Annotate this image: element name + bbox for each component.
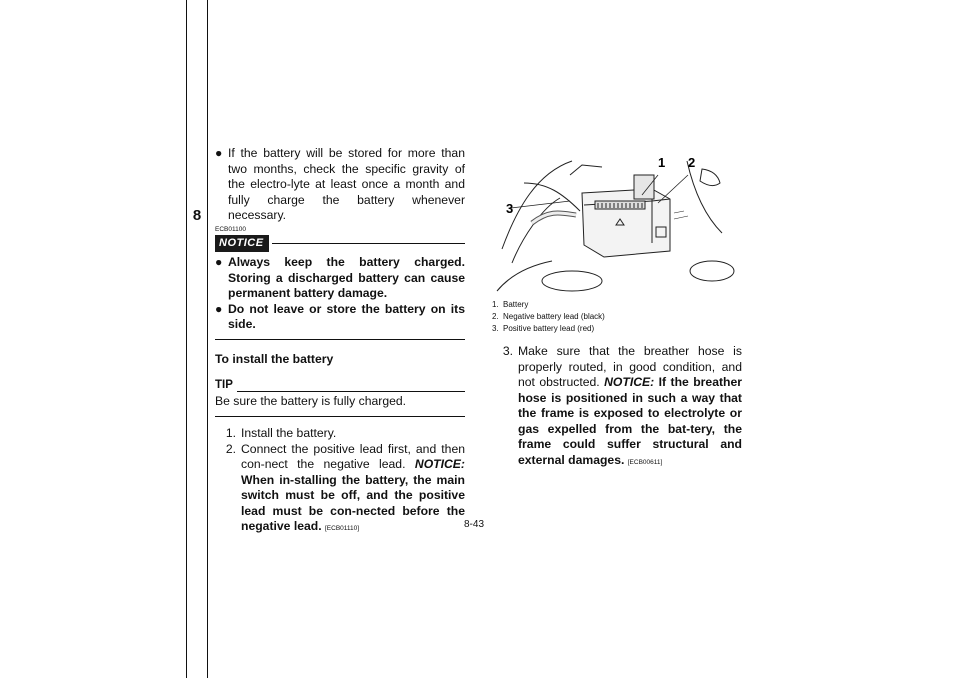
callout-3: 3 xyxy=(506,201,514,216)
intro-bullet xyxy=(215,146,465,224)
inline-notice-label: NOTICE: xyxy=(414,457,465,471)
caption-number: 2. xyxy=(492,312,499,321)
step-text: Make sure that the breather hose is properly routed, in good condition, and not obstructed. xyxy=(518,344,742,389)
bullet-icon: ● xyxy=(215,301,223,316)
caption-text: Positive battery lead (red) xyxy=(503,324,595,333)
inline-code: [ECB00611] xyxy=(627,458,663,466)
notice-rule xyxy=(272,243,465,244)
page-number: 8-43 xyxy=(464,519,485,530)
caption-text: Negative battery lead (black) xyxy=(503,312,605,321)
inline-code: [ECB01110] xyxy=(325,525,360,532)
notice-end-rule xyxy=(215,339,465,340)
tip-header xyxy=(215,378,465,394)
notice-item-text: Always keep the battery charged. Storing a discharged battery can cause permanent battery damage. xyxy=(228,255,465,300)
left-column xyxy=(215,146,465,537)
step-number: 2. xyxy=(225,441,236,456)
chapter-tab-number: 8 xyxy=(192,207,202,224)
callout-1: 1 xyxy=(658,155,666,170)
caption-item xyxy=(492,299,742,311)
step-body xyxy=(241,442,465,537)
step-body xyxy=(518,344,742,470)
battery-illustration xyxy=(492,153,742,295)
bullet-icon: ● xyxy=(215,255,223,269)
caption-number: 3. xyxy=(492,324,499,333)
figure-captions xyxy=(492,299,742,335)
inline-notice-text: If the breather hose is positioned in such a way that the frame is exposed to electrolyte or gas expelled from the bat-tery, the frame could suffer structural and external damages. xyxy=(518,375,743,467)
notice-header xyxy=(215,235,465,253)
step-number: 3. xyxy=(502,344,513,358)
step-number: 1. xyxy=(225,426,236,440)
section-title: To install the battery xyxy=(215,351,334,366)
step-text: Connect the positive lead first, and then con-nect the negative lead. xyxy=(241,441,465,471)
section-code: ECB01100 xyxy=(215,225,246,233)
callout-2: 2 xyxy=(688,155,696,170)
notice-item xyxy=(215,302,465,333)
tip-label: TIP xyxy=(215,379,233,391)
step-item xyxy=(215,442,465,537)
caption-item xyxy=(492,323,742,335)
step-text: Install the battery. xyxy=(241,426,337,440)
chapter-tab xyxy=(186,0,208,678)
step-item xyxy=(492,344,742,470)
right-column xyxy=(492,153,742,470)
tip-text: Be sure the battery is fully charged. xyxy=(215,393,407,408)
tip-rule xyxy=(237,391,465,392)
notice-item-text: Do not leave or store the battery on its side. xyxy=(228,301,465,331)
install-steps xyxy=(215,426,465,537)
notice-item xyxy=(215,255,465,302)
caption-item xyxy=(492,311,742,323)
step-item xyxy=(215,426,465,442)
inline-notice-label: NOTICE: xyxy=(604,375,655,389)
caption-number: 1. xyxy=(492,300,499,309)
bullet-icon: ● xyxy=(215,146,223,160)
tip-end-rule xyxy=(215,416,465,417)
intro-bullet-text: If the battery will be stored for more than two months, check the specific gravity of the electro-lyte at least once a month and fully charge the battery whenever necessary. xyxy=(228,146,465,222)
battery-figure xyxy=(492,153,742,295)
notice-badge: NOTICE xyxy=(215,235,269,253)
inline-notice-text: When in-stalling the battery, the main switch must be off, and the positive lead must be con-nected before the negative lead. xyxy=(241,472,465,533)
caption-text: Battery xyxy=(503,300,529,309)
